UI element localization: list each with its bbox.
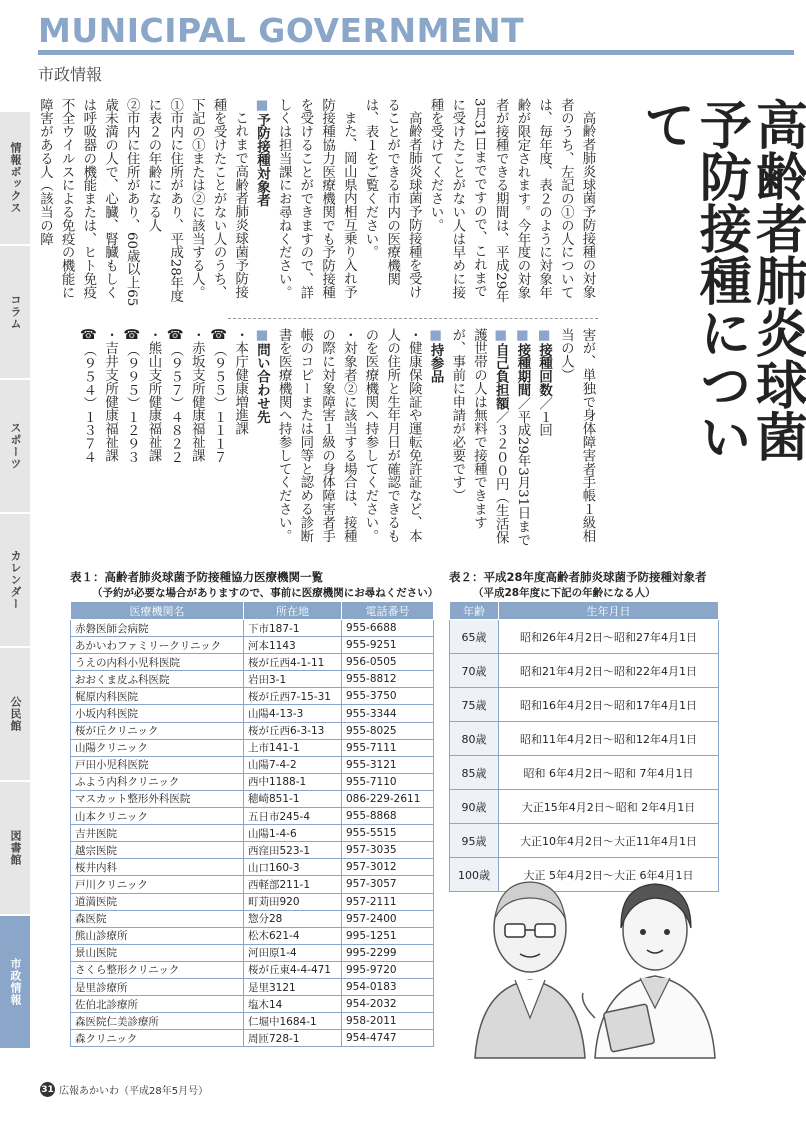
- table-row: [71, 790, 434, 807]
- table-row: [71, 756, 434, 773]
- clinic-name: うえの内科小児科医院: [71, 654, 244, 671]
- paragraph: また、岡山県内相互乗り入れ予防接種協力医療機関でも予防接種を受けることができますので、詳しくは担当課にお尋ねください。: [276, 98, 357, 299]
- tab-label: 情報ボックス: [9, 142, 22, 214]
- heading-cost: ■ 自己負担額: [493, 328, 508, 410]
- birthdate-cell: 大正15年4月2日～昭和 2年4月1日: [499, 790, 719, 824]
- table2-title: 表２：平成28年度高齢者肺炎球菌予防接種対象者: [449, 570, 707, 584]
- doctor-figure: [583, 884, 716, 1058]
- paragraph: ②市内に住所があり、60歳以上65歳未満の人で、心臓、腎臓もしくは呼吸器の機能または、ヒト免疫不全ウイルスによる免疫の機能に障害がある人（該当の障: [37, 98, 140, 307]
- clinic-address: 山口160-3: [244, 859, 342, 876]
- clinic-name: マスカット整形外科医院: [71, 790, 244, 807]
- article-body-lower: [80, 328, 598, 550]
- heading-contact: ■ 問い合わせ先: [251, 328, 273, 550]
- clinic-address: 周匝728-1: [244, 1030, 342, 1047]
- paragraph: 高齢者肺炎球菌予防接種の対象者のうち、左記の①の人については、毎年度、表２のように対象年齢が限定されます。今年度の対象者が接種できる期間は、平成29年3月31日までですので、これまでに受けたことがない人は早めに接種を受けてください。: [428, 98, 595, 303]
- table2-caption: [449, 570, 707, 600]
- tab-label: 公民館: [9, 696, 22, 732]
- clinic-phone: 955-8868: [342, 808, 434, 825]
- table-row: [71, 808, 434, 825]
- table-row: [450, 824, 719, 858]
- tab-label: カレンダー: [9, 550, 22, 610]
- clinic-name: 赤磐医師会病院: [71, 620, 244, 637]
- clinic-name: 山本クリニック: [71, 808, 244, 825]
- table2-note: （平成28年度に下記の年齢になる人）: [473, 586, 656, 599]
- table-row: [71, 961, 434, 978]
- paragraph: 高齢者肺炎球菌予防接種を受けることができる市内の医療機関は、表１をご覧ください。: [362, 98, 422, 299]
- birthdate-cell: 昭和21年4月2日～昭和22年4月1日: [499, 654, 719, 688]
- section-title: MUNICIPAL GOVERNMENT: [38, 11, 525, 50]
- clinic-name: 道満医院: [71, 893, 244, 910]
- age-cell: 95歳: [450, 824, 499, 858]
- clinic-phone: 955-8812: [342, 671, 434, 688]
- clinic-address: 五日市245-4: [244, 808, 342, 825]
- age-cell: 80歳: [450, 722, 499, 756]
- clinic-address: 下市187-1: [244, 620, 342, 637]
- dose-count-value: ／１回: [536, 396, 552, 437]
- section-subtitle: 市政情報: [38, 65, 103, 84]
- clinic-address: 上市141-1: [244, 739, 342, 756]
- table-row: [71, 996, 434, 1013]
- clinic-phone: 957-2400: [342, 910, 434, 927]
- tab-calendar[interactable]: [0, 514, 30, 648]
- clinic-address: 桜が丘西6-3-13: [244, 722, 342, 739]
- contact-office: ・本庁健康増進課: [232, 328, 248, 436]
- clinic-phone: 955-9251: [342, 637, 434, 654]
- clinic-address: 河本1143: [244, 637, 342, 654]
- clinic-phone: 955-7111: [342, 739, 434, 756]
- table-row: [71, 910, 434, 927]
- age-cell: 100歳: [450, 858, 499, 892]
- table-row: [71, 671, 434, 688]
- paragraph: ①市内に住所があり、平成28年度に表２の年齢になる人: [145, 98, 183, 303]
- dose-count: [533, 328, 555, 550]
- contact-phone: ☎（９５５）１１１７: [211, 328, 227, 464]
- tab-label: スポーツ: [9, 422, 22, 470]
- clinic-name: 戸川クリニック: [71, 876, 244, 893]
- age-cell: 90歳: [450, 790, 499, 824]
- table-row: [71, 825, 434, 842]
- clinic-name: 小坂内科医院: [71, 705, 244, 722]
- clinic-phone: 955-7110: [342, 773, 434, 790]
- clinic-name: 景山医院: [71, 944, 244, 961]
- clinic-address: 町苅田920: [244, 893, 342, 910]
- header-rule: [38, 50, 794, 55]
- clinic-name: 森クリニック: [71, 1030, 244, 1047]
- clinic-phone: 955-5515: [342, 825, 434, 842]
- contact-office: ・熊山支所健康福祉課: [145, 328, 161, 462]
- clinic-address: 山陽7-4-2: [244, 756, 342, 773]
- article-title: 高齢者肺炎球菌予防接種について: [634, 98, 806, 462]
- heading-bring: ■ 持参品: [424, 328, 446, 550]
- table-row: [450, 620, 719, 654]
- birthdate-cell: 大正 5年4月2日～大正 6年4月1日: [499, 858, 719, 892]
- contact-phone: ☎（９５４）１３７４: [80, 328, 96, 464]
- birthdate-cell: 昭和16年4月2日～昭和17年4月1日: [499, 688, 719, 722]
- contact-phone: ☎（９５７）４８２２: [167, 328, 183, 464]
- tab-label: コラム: [9, 294, 22, 330]
- article-body-upper: [37, 98, 598, 310]
- cost-value: ／３２００円（生活保護世帯の人は無料で接種できますが、事前に申請が必要です）: [449, 328, 509, 544]
- clinic-phone: 954-0183: [342, 978, 434, 995]
- contact-office: ・赤坂支所健康福祉課: [189, 328, 205, 462]
- birthdate-cell: 昭和 6年4月2日～昭和 7年4月1日: [499, 756, 719, 790]
- table-row: [450, 688, 719, 722]
- heading-period: ■ 接種期間: [515, 328, 530, 397]
- clinic-name: 戸田小児科医院: [71, 756, 244, 773]
- clinic-name: あかいわファミリークリニック: [71, 637, 244, 654]
- clinic-address: 塩木14: [244, 996, 342, 1013]
- clinic-address: 岩田3-1: [244, 671, 342, 688]
- table-row: [71, 705, 434, 722]
- period: [511, 328, 533, 550]
- clinic-phone: 957-2111: [342, 893, 434, 910]
- clinic-name: 佐伯北診療所: [71, 996, 244, 1013]
- clinic-phone: 955-6688: [342, 620, 434, 637]
- clinic-address: 穂崎851-1: [244, 790, 342, 807]
- eligible-age-table: [449, 601, 719, 892]
- clinic-address: 是里3121: [244, 978, 342, 995]
- clinic-name: ふよう内科クリニック: [71, 773, 244, 790]
- clinic-phone: 955-3121: [342, 756, 434, 773]
- paragraph: ・健康保険証や運転免許証など、本人の住所と生年月日が確認できるものを医療機関へ持参してください。: [362, 328, 422, 543]
- page-number: 31: [40, 1082, 55, 1097]
- col-header-age: 年齢: [450, 602, 499, 620]
- age-cell: 75歳: [450, 688, 499, 722]
- table-row: [71, 654, 434, 671]
- col-header-phone: 電話番号: [342, 602, 434, 620]
- tab-label: 市政情報: [9, 958, 22, 1006]
- clinic-phone: 957-3012: [342, 859, 434, 876]
- clinic-name: おおくま皮ふ科医院: [71, 671, 244, 688]
- paragraph: ・対象者②に該当する場合は、接種の際に対象障害１級の身体障害者手帳のコピーまたは同等と認める診断書を医療機関へ持参してください。: [276, 328, 357, 543]
- table1-title: 表１：高齢者肺炎球菌予防接種協力医療機関一覧: [70, 570, 323, 584]
- table-row: [71, 1030, 434, 1047]
- clinic-address: 松木621-4: [244, 927, 342, 944]
- contact-office: ・吉井支所健康福祉課: [102, 328, 118, 462]
- clinic-phone: 956-0505: [342, 654, 434, 671]
- clinic-phone: 957-3035: [342, 842, 434, 859]
- doctor-patient-illustration: [455, 868, 745, 1058]
- clinic-phone: 954-4747: [342, 1030, 434, 1047]
- table-row: [71, 842, 434, 859]
- table-row: [71, 620, 434, 637]
- clinic-name: さくら整形クリニック: [71, 961, 244, 978]
- clinic-phone: 955-3750: [342, 688, 434, 705]
- heading-doses: ■ 接種回数: [537, 328, 552, 397]
- clinic-address: 山陽1-4-6: [244, 825, 342, 842]
- table-row: [71, 739, 434, 756]
- clinic-address: 桜が丘西4-1-11: [244, 654, 342, 671]
- clinic-address: 河田原1-4: [244, 944, 342, 961]
- table-row: [71, 893, 434, 910]
- clinic-name: 梶原内科医院: [71, 688, 244, 705]
- clinic-address: 桜が丘西7-15-31: [244, 688, 342, 705]
- table-row: [71, 927, 434, 944]
- clinic-phone: 995-1251: [342, 927, 434, 944]
- table-row: [450, 790, 719, 824]
- paragraph: 害が、単独で身体障害者手帳１級相当の人）: [558, 328, 595, 543]
- clinic-address: 山陽4-13-3: [244, 705, 342, 722]
- clinic-address: 桜が丘東4-4-471: [244, 961, 342, 978]
- clinic-name: 森医院仁美診療所: [71, 1013, 244, 1030]
- clinic-phone: 086-229-2611: [342, 790, 434, 807]
- clinic-table: [70, 601, 434, 1047]
- age-cell: 85歳: [450, 756, 499, 790]
- birthdate-cell: 大正10年4月2日～大正11年4月1日: [499, 824, 719, 858]
- age-cell: 70歳: [450, 654, 499, 688]
- table1-caption: [70, 570, 438, 600]
- tab-municipal-info[interactable]: [0, 916, 30, 1050]
- clinic-name: 山陽クリニック: [71, 739, 244, 756]
- table-row: [71, 859, 434, 876]
- contact-phone: ☎（９９５）１２９３: [124, 328, 140, 464]
- col-header-birthdate: 生年月日: [499, 602, 719, 620]
- table-row: [71, 722, 434, 739]
- birthdate-cell: 昭和26年4月2日～昭和27年4月1日: [499, 620, 719, 654]
- clinic-name: 吉井医院: [71, 825, 244, 842]
- table-row: [450, 654, 719, 688]
- table-row: [71, 688, 434, 705]
- birthdate-cell: 昭和11年4月2日～昭和12年4月1日: [499, 722, 719, 756]
- table-row: [71, 773, 434, 790]
- table-row: [71, 1013, 434, 1030]
- page-footer: [40, 1082, 208, 1097]
- tab-sports[interactable]: [0, 380, 30, 514]
- clinic-phone: 995-2299: [342, 944, 434, 961]
- elderly-man-figure: [475, 882, 585, 1058]
- paragraph: これまで高齢者肺炎球菌予防接種を受けたことがない人のうち、下記の①または②に該当する人。: [189, 98, 248, 299]
- clinic-phone: 958-2011: [342, 1013, 434, 1030]
- publication-name: 広報あかいわ（平成28年5月号）: [59, 1086, 209, 1097]
- clinic-address: 仁堀中1684-1: [244, 1013, 342, 1030]
- table-row: [71, 944, 434, 961]
- clinic-phone: 995-9720: [342, 961, 434, 978]
- table-row: [71, 637, 434, 654]
- tab-library[interactable]: [0, 782, 30, 916]
- clinic-name: 桜井内科: [71, 859, 244, 876]
- table-row: [71, 978, 434, 995]
- tab-community-hall[interactable]: [0, 648, 30, 782]
- clinic-phone: 957-3057: [342, 876, 434, 893]
- clinic-address: 西中1188-1: [244, 773, 342, 790]
- clinic-name: 越宗医院: [71, 842, 244, 859]
- clinic-phone: 954-2032: [342, 996, 434, 1013]
- heading-eligible: ■ 予防接種対象者: [251, 98, 273, 310]
- col-header-address: 所在地: [244, 602, 342, 620]
- section-divider: [228, 318, 598, 319]
- clinic-address: 西窪田523-1: [244, 842, 342, 859]
- clinic-name: 桜が丘クリニック: [71, 722, 244, 739]
- tab-info-box[interactable]: [0, 112, 30, 246]
- col-header-name: 医療機関名: [71, 602, 244, 620]
- period-value: ／平成29年3月31日まで: [514, 396, 530, 547]
- tab-label: 図書館: [9, 830, 22, 866]
- table-row: [71, 876, 434, 893]
- clinic-name: 熊山診療所: [71, 927, 244, 944]
- clinic-phone: 955-3344: [342, 705, 434, 722]
- clinic-name: 森医院: [71, 910, 244, 927]
- clinic-address: 惣分28: [244, 910, 342, 927]
- tab-column[interactable]: [0, 246, 30, 380]
- table-row: [450, 722, 719, 756]
- table1-note: （予約が必要な場合がありますので、事前に医療機関にお尋ねください）: [92, 586, 439, 599]
- cost: [446, 328, 511, 550]
- clinic-address: 西軽部211-1: [244, 876, 342, 893]
- clinic-name: 是里診療所: [71, 978, 244, 995]
- table-row: [450, 756, 719, 790]
- age-cell: 65歳: [450, 620, 499, 654]
- clinic-phone: 955-8025: [342, 722, 434, 739]
